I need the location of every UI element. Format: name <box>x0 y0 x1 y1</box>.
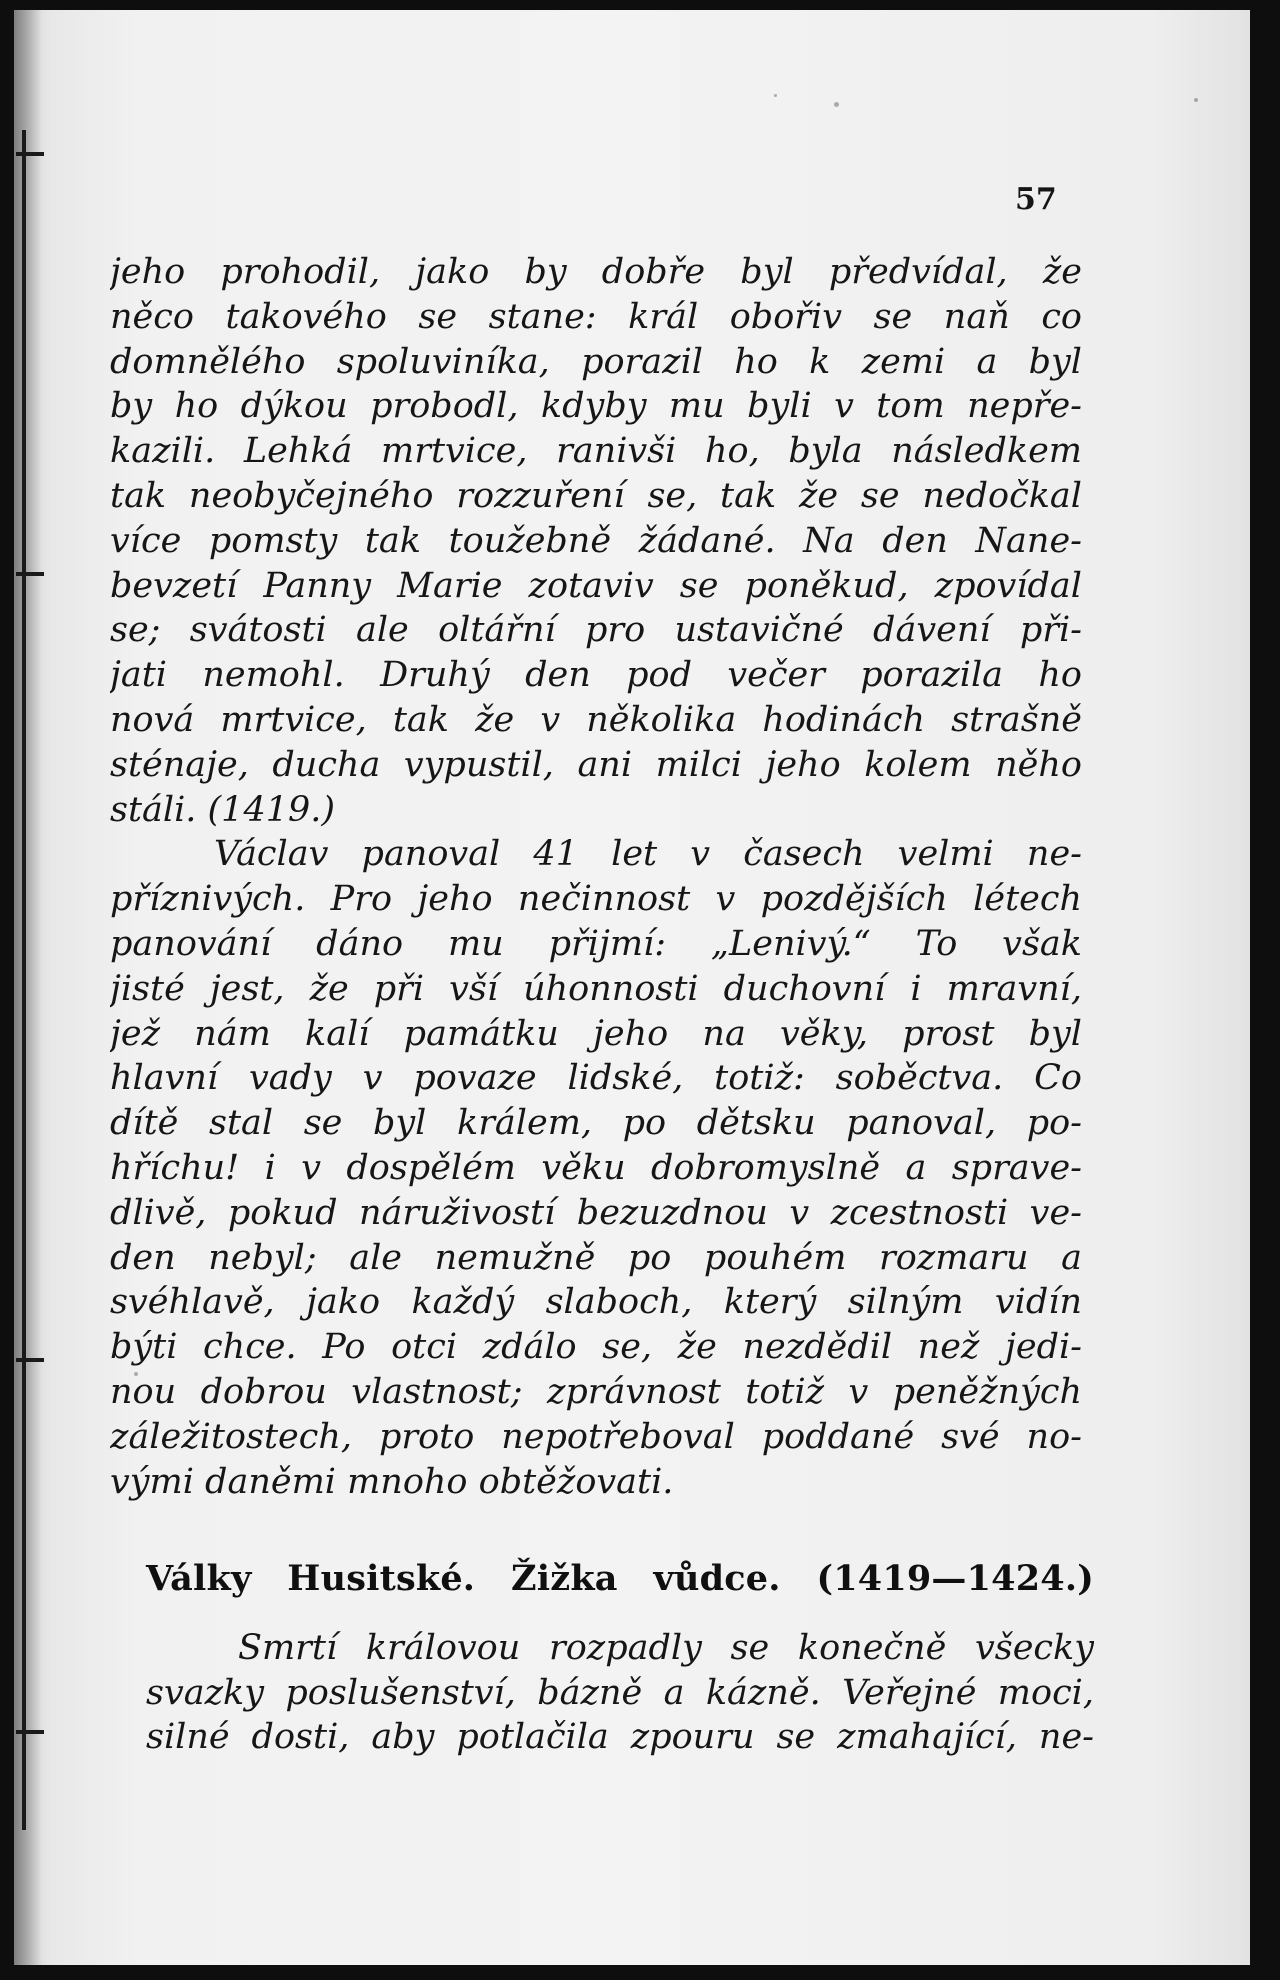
paper-speck <box>1194 98 1198 102</box>
text-line: tak neobyčejného rozzuření se, tak že se nedočkal <box>110 475 1082 516</box>
section-heading: Války Husitské. Žižka vůdce. (1419—1424.) <box>146 1558 1094 1599</box>
section-body-text <box>146 1626 1094 1760</box>
binding-thread-tick <box>16 1358 44 1362</box>
binding-thread-line <box>22 130 26 1830</box>
text-line: bevzetí Panny Marie zotaviv se poněkud, zpovídal <box>110 565 1082 606</box>
text-line: jati nemohl. Druhý den pod večer porazila ho <box>110 655 1082 696</box>
text-line: svazky poslušenství, bázně a kázně. Veřejné moci, <box>146 1672 1094 1713</box>
text-line: panování dáno mu přijmí: „Lenivý.“ To však <box>110 923 1082 964</box>
text-line: silné dosti, aby potlačila zpouru se zmahající, ne- <box>146 1717 1094 1757</box>
text-line: svéhlavě, jako každý slaboch, který silným vidín <box>110 1282 1082 1323</box>
text-line: sténaje, ducha vypustil, ani milci jeho kolem něho <box>110 744 1082 785</box>
text-line: hlavní vady v povaze lidské, totiž: soběctva. Co <box>110 1058 1082 1099</box>
text-line: se; svátosti ale oltářní pro ustavičné dávení při- <box>110 610 1082 651</box>
paper-speck <box>774 94 777 97</box>
text-line: příznivých. Pro jeho nečinnost v pozdějších létech <box>110 879 1082 920</box>
binding-thread-tick <box>16 572 44 576</box>
text-line: dlivě, pokud náruživostí bezuzdnou v zcestnosti ve- <box>110 1192 1082 1233</box>
text-line: hříchu! i v dospělém věku dobromyslně a sprave- <box>110 1147 1082 1188</box>
text-line: den nebyl; ale nemužně po pouhém rozmaru a <box>110 1237 1082 1278</box>
book-page <box>14 10 1250 1965</box>
text-line: vými daněmi mnoho obtěžovati. <box>110 1461 674 1502</box>
page-number: 57 <box>1015 182 1057 217</box>
text-line: záležitostech, proto nepotřeboval poddané své no- <box>110 1416 1082 1457</box>
text-line: stáli. (1419.) <box>110 789 336 830</box>
text-line: by ho dýkou probodl, kdyby mu byli v tom nepře- <box>110 386 1082 427</box>
text-line: více pomsty tak toužebně žádané. Na den Nane- <box>110 520 1082 561</box>
text-line: Smrtí královou rozpadly se konečně všecky <box>238 1628 1094 1668</box>
body-text <box>110 250 1082 1504</box>
text-line: kazili. Lehká mrtvice, ranivši ho, byla následkem <box>110 431 1082 472</box>
binding-thread-tick <box>16 152 44 156</box>
text-line: jež nám kalí památku jeho na věky, prost byl <box>110 1013 1082 1054</box>
binding-thread-tick <box>16 1730 44 1734</box>
text-line: nou dobrou vlastnost; zprávnost totiž v peněžných <box>110 1371 1082 1412</box>
page-gutter-shadow <box>14 10 42 1965</box>
text-line: býti chce. Po otci zdálo se, že nezdědil než jedi- <box>110 1327 1082 1368</box>
text-line: jeho prohodil, jako by dobře byl předvídal, že <box>110 252 1082 292</box>
text-line: nová mrtvice, tak že v několika hodinách strašně <box>110 699 1082 740</box>
text-line: Václav panoval 41 let v časech velmi ne- <box>214 834 1082 875</box>
text-line: jisté jest, že při vší úhonnosti duchovní i mravní, <box>110 968 1082 1009</box>
text-line: domnělého spoluviníka, porazil ho k zemi a byl <box>110 341 1082 382</box>
paper-speck <box>834 102 839 107</box>
text-line: dítě stal se byl králem, po dětsku panoval, po- <box>110 1103 1082 1144</box>
text-line: něco takového se stane: král obořiv se naň co <box>110 296 1082 337</box>
